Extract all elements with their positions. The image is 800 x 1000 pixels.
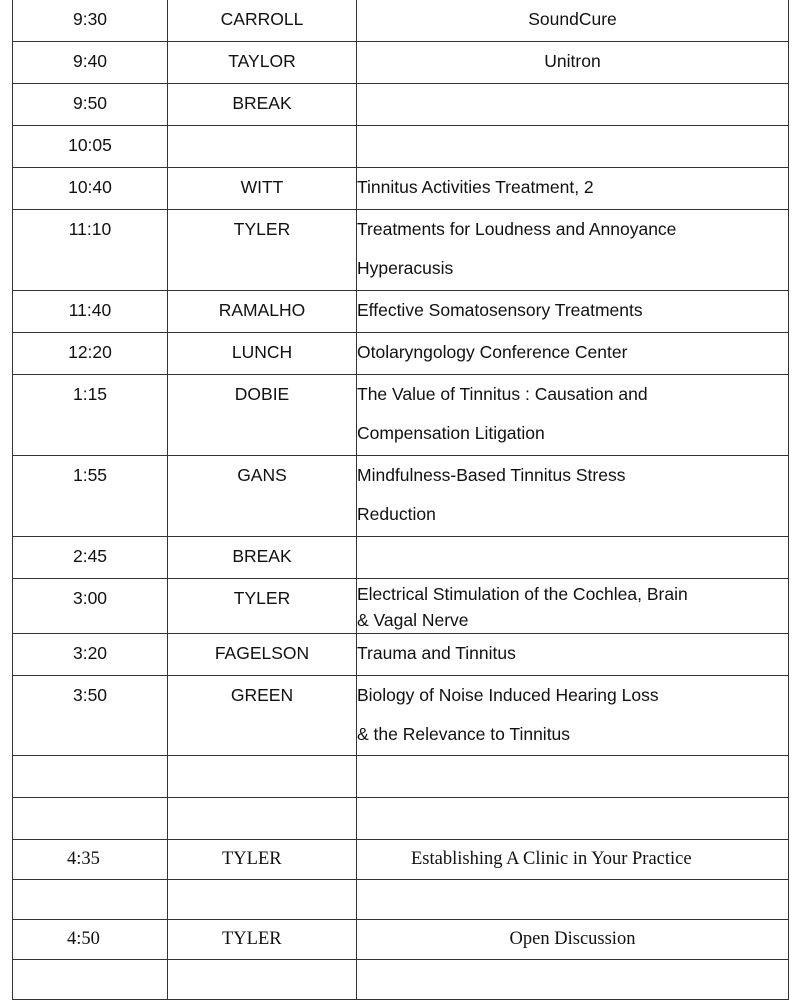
session-topic (357, 920, 789, 960)
session-topic (357, 375, 789, 456)
session-time: 3:50 (13, 676, 168, 756)
session-speaker: TYLER (168, 210, 357, 291)
session-topic (357, 634, 789, 676)
session-topic (357, 579, 789, 634)
session-time: 4:35 (13, 840, 168, 880)
session-speaker: GREEN (168, 676, 357, 756)
schedule-row (13, 168, 789, 210)
session-speaker: RAMALHO (168, 291, 357, 333)
session-topic (357, 291, 789, 333)
schedule-row (13, 840, 789, 880)
session-speaker (168, 960, 357, 1000)
schedule-row (13, 375, 789, 456)
session-time: 9:40 (13, 42, 168, 84)
session-time: 1:15 (13, 375, 168, 456)
session-speaker: CARROLL (168, 0, 357, 42)
schedule-row (13, 42, 789, 84)
session-topic-line: Hyperacusis (357, 257, 454, 278)
session-time: 9:30 (13, 0, 168, 42)
session-speaker (168, 126, 357, 168)
schedule-row (13, 676, 789, 756)
session-speaker: DOBIE (168, 375, 357, 456)
session-speaker: TYLER (168, 579, 357, 634)
schedule-row (13, 291, 789, 333)
session-topic (357, 456, 789, 537)
session-time: 9:50 (13, 84, 168, 126)
session-speaker (168, 880, 357, 920)
session-topic (357, 333, 789, 375)
schedule-row (13, 456, 789, 537)
session-topic (357, 840, 789, 880)
session-speaker: BREAK (168, 84, 357, 126)
session-topic-line: Trauma and Tinnitus (357, 643, 516, 663)
session-topic-line: Open Discussion (509, 929, 636, 949)
session-topic (357, 42, 789, 84)
session-time: 11:40 (13, 291, 168, 333)
session-time (13, 960, 168, 1000)
session-topic (357, 756, 789, 798)
session-topic-line: & Vagal Nerve (357, 610, 469, 630)
session-topic-line: Otolaryngology Conference Center (357, 342, 628, 362)
session-time (13, 756, 168, 798)
session-time: 10:40 (13, 168, 168, 210)
session-topic-line: The Value of Tinnitus : Causation and (357, 384, 648, 404)
session-topic (357, 210, 789, 291)
session-speaker: LUNCH (168, 333, 357, 375)
session-speaker: FAGELSON (168, 634, 357, 676)
session-topic-line: Unitron (544, 51, 601, 71)
session-topic (357, 798, 789, 840)
session-topic-line: SoundCure (528, 9, 617, 29)
schedule-row (13, 537, 789, 579)
schedule-row (13, 960, 789, 1000)
session-speaker: TYLER (168, 840, 357, 880)
schedule-row (13, 756, 789, 798)
session-topic (357, 126, 789, 168)
session-topic-line: Electrical Stimulation of the Cochlea, Brain (357, 584, 688, 604)
session-speaker: BREAK (168, 537, 357, 579)
schedule-row (13, 210, 789, 291)
session-topic-line: Reduction (357, 503, 436, 524)
session-time: 10:05 (13, 126, 168, 168)
session-speaker: GANS (168, 456, 357, 537)
session-topic-line: & the Relevance to Tinnitus (357, 723, 571, 744)
session-speaker: TAYLOR (168, 42, 357, 84)
session-topic (357, 537, 789, 579)
session-time: 2:45 (13, 537, 168, 579)
session-topic-line: Compensation Litigation (357, 422, 545, 443)
schedule-row (13, 579, 789, 634)
session-topic (357, 0, 789, 42)
schedule-row (13, 126, 789, 168)
session-topic (357, 84, 789, 126)
schedule-row (13, 920, 789, 960)
schedule-table (12, 0, 789, 1000)
session-time: 4:50 (13, 920, 168, 960)
schedule-row (13, 84, 789, 126)
schedule-row (13, 333, 789, 375)
session-speaker (168, 798, 357, 840)
session-topic-line: Effective Somatosensory Treatments (357, 300, 643, 320)
session-topic-line: Biology of Noise Induced Hearing Loss (357, 685, 659, 705)
schedule-row (13, 634, 789, 676)
session-topic-line: Tinnitus Activities Treatment, 2 (357, 177, 594, 197)
session-topic-line: Treatments for Loudness and Annoyance (357, 219, 677, 239)
session-time (13, 798, 168, 840)
session-speaker (168, 756, 357, 798)
session-topic-line: Mindfulness-Based Tinnitus Stress (357, 465, 626, 485)
session-time: 11:10 (13, 210, 168, 291)
session-time: 1:55 (13, 456, 168, 537)
schedule-row (13, 880, 789, 920)
session-topic (357, 676, 789, 756)
session-time: 3:00 (13, 579, 168, 634)
session-time: 3:20 (13, 634, 168, 676)
session-topic (357, 960, 789, 1000)
session-topic (357, 168, 789, 210)
session-speaker: WITT (168, 168, 357, 210)
session-topic (357, 880, 789, 920)
schedule-body (13, 0, 789, 1000)
schedule-row (13, 0, 789, 42)
schedule-row (13, 798, 789, 840)
session-topic-line: Establishing A Clinic in Your Practice (411, 849, 692, 869)
session-time (13, 880, 168, 920)
session-speaker: TYLER (168, 920, 357, 960)
session-time: 12:20 (13, 333, 168, 375)
